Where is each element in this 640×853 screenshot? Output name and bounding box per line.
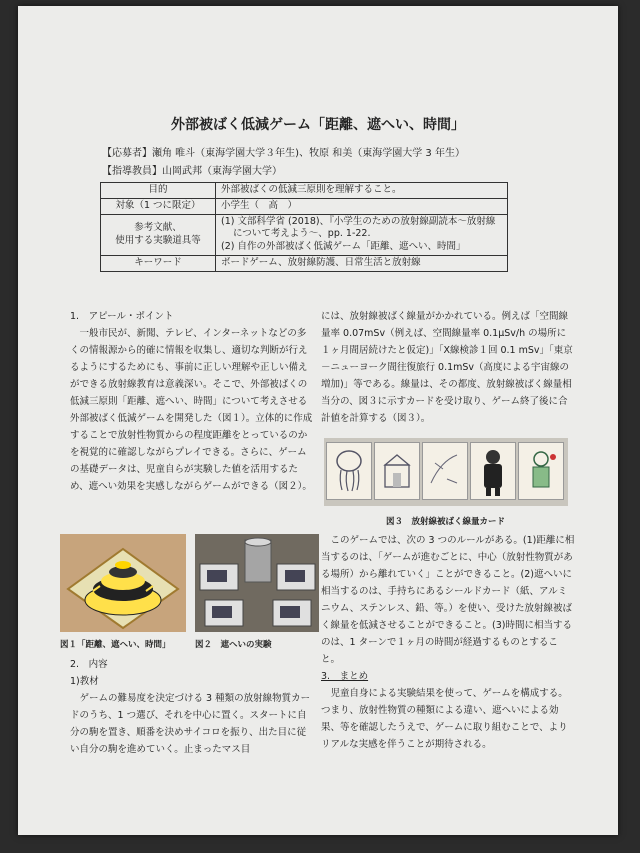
summary-text: 児童自身による実験結果を使って、ゲームを構成する。つまり、放射性物質の種類による違い、遮へいによる効果、等を確認したうえで、ゲームに取り組むことで、よりリアルな実感を伴うことが期待される。	[321, 688, 568, 750]
content-text: ゲームの難易度を決定づける 3 種類の放射線物質カードのうち、1 つ選び、それを中心に置く。スタートに自分の駒を置き、順番を決めサイコロを振り、出た目に従い自分の駒を進めていく。止まったマス目	[70, 693, 311, 755]
right-column-bottom	[321, 532, 575, 753]
advisor-label: 【指導教員】	[102, 166, 162, 177]
table-row	[101, 198, 508, 214]
reference-2: (2) 自作の外部被ばく低減ゲーム「距離、遮へい、時間」	[221, 241, 466, 253]
appeal-text: 一般市民が、新聞、テレビ、インターネットなどの多くの情報源から的確に情報を収集し、適切な判断が行えるようにするためにも、事前に正しい理解や正しい備えができる放射線教育は意義深い。そこで、外部被ばくの低減三原則「距離、遮へい、時間」について考えさせる外部被ばく低減ゲームを開発した（図１）。立体的に作成することで放射性物質からの程度距離をとっているのかを視覚的に確認しながらプレイできる。さらに、ゲームの基礎データは、児童自らが実験した値を活用するため、遮へい効果を実感しながらゲームができる（図２）。	[70, 328, 313, 492]
references-key-line2: 使用する実験道具等	[115, 234, 201, 246]
left-column-top	[70, 308, 315, 495]
right-column-top	[321, 308, 575, 427]
figure-3-dose-cards	[324, 438, 568, 506]
figure-1-caption: 図１「距離、遮へい、時間」	[60, 640, 171, 650]
references-key	[101, 214, 216, 255]
document-page	[18, 6, 618, 835]
applicant-line	[102, 144, 465, 159]
target-key: 対象（1 つに限定）	[101, 198, 216, 214]
sketch-drawing	[423, 443, 467, 499]
table-row	[101, 183, 508, 199]
dose-card	[470, 442, 516, 500]
rules-text: このゲームでは、次の 3 つのルールがある。(1)距離に相当するのは、「ゲームが進むごとに、中心（放射性物質がある場所）から離れていく」ことができること。(2)遮へいに相当するのは、手持ちにあるシールドカード（紙、アルミニウム、ステンレス、鉛、等。）を使い、受けた放射線被ばく線量を低減させることができること。(3)時間に相当するのは、1 ターンで１ヶ月の時間が経過するものとすること。	[321, 535, 575, 665]
figure-2-shield-experiment	[195, 534, 319, 632]
document-title: 外部被ばく低減ゲーム「距離、遮へい、時間」	[171, 117, 465, 133]
appeal-heading: 1. アピール・ポイント	[70, 311, 174, 322]
keywords-value: ボードゲーム、放射線防護、日常生活と放射線	[216, 256, 508, 272]
dose-card	[422, 442, 468, 500]
figure-3-caption: 図３ 放射線被ばく線量カード	[386, 517, 506, 527]
experiment-illustration	[195, 534, 319, 632]
hazmat-person-drawing	[471, 443, 515, 499]
table-row	[101, 214, 508, 255]
target-value: 小学生（ 高 ）	[216, 198, 508, 214]
reference-1: (1) 文部科学省 (2018)、『小学生のための放射線副読本～放射線について考えよう～、pp. 1-22.	[221, 215, 496, 240]
figure-1-game-board	[60, 534, 186, 632]
advisor-name: 山岡武邦（東海学園大学）	[162, 166, 282, 177]
character-drawing	[519, 443, 563, 499]
advisor-line	[102, 162, 282, 177]
board-illustration	[60, 534, 186, 632]
dose-card	[518, 442, 564, 500]
material-subheading: 1)教材	[70, 676, 99, 687]
keywords-key: キーワード	[101, 256, 216, 272]
references-key-line1: 参考文献、	[134, 222, 182, 234]
building-drawing	[375, 443, 419, 499]
info-table	[100, 182, 508, 272]
dose-card	[374, 442, 420, 500]
dose-card	[326, 442, 372, 500]
figure-2-caption: 図２ 遮へいの実験	[195, 640, 272, 650]
applicant-label: 【応募者】	[102, 148, 152, 159]
summary-heading: 3. まとめ	[321, 671, 369, 682]
content-heading: 2. 内容	[70, 659, 108, 670]
rules-intro-text: には、放射線被ばく線量がかかれている。例えば「空間線量率 0.07mSv（例えば、空間線量率 0.1μSv/h の場所に１ヶ月間居続けたと仮定)」「X線検診１回 0.1 mSv」「東京－ニューヨーク間往復旅行 0.1mSv（高度による宇宙線の増加)」等である。線量は、その都度、放射線被ばく線量相当分の、図３に示すカードを受け取り、ゲーム終了後に合計値を計算する（図３）。	[321, 311, 573, 424]
jellyfish-drawing	[327, 443, 371, 499]
applicant-names: 瀬角 唯斗（東海学園大学３年生)、牧原 和美（東海学園大学 3 年生）	[152, 148, 465, 159]
table-row	[101, 256, 508, 272]
purpose-value: 外部被ばくの低減三原則を理解すること。	[216, 183, 508, 199]
left-column-bottom	[70, 656, 315, 758]
purpose-key: 目的	[101, 183, 216, 199]
references-value	[216, 214, 508, 255]
